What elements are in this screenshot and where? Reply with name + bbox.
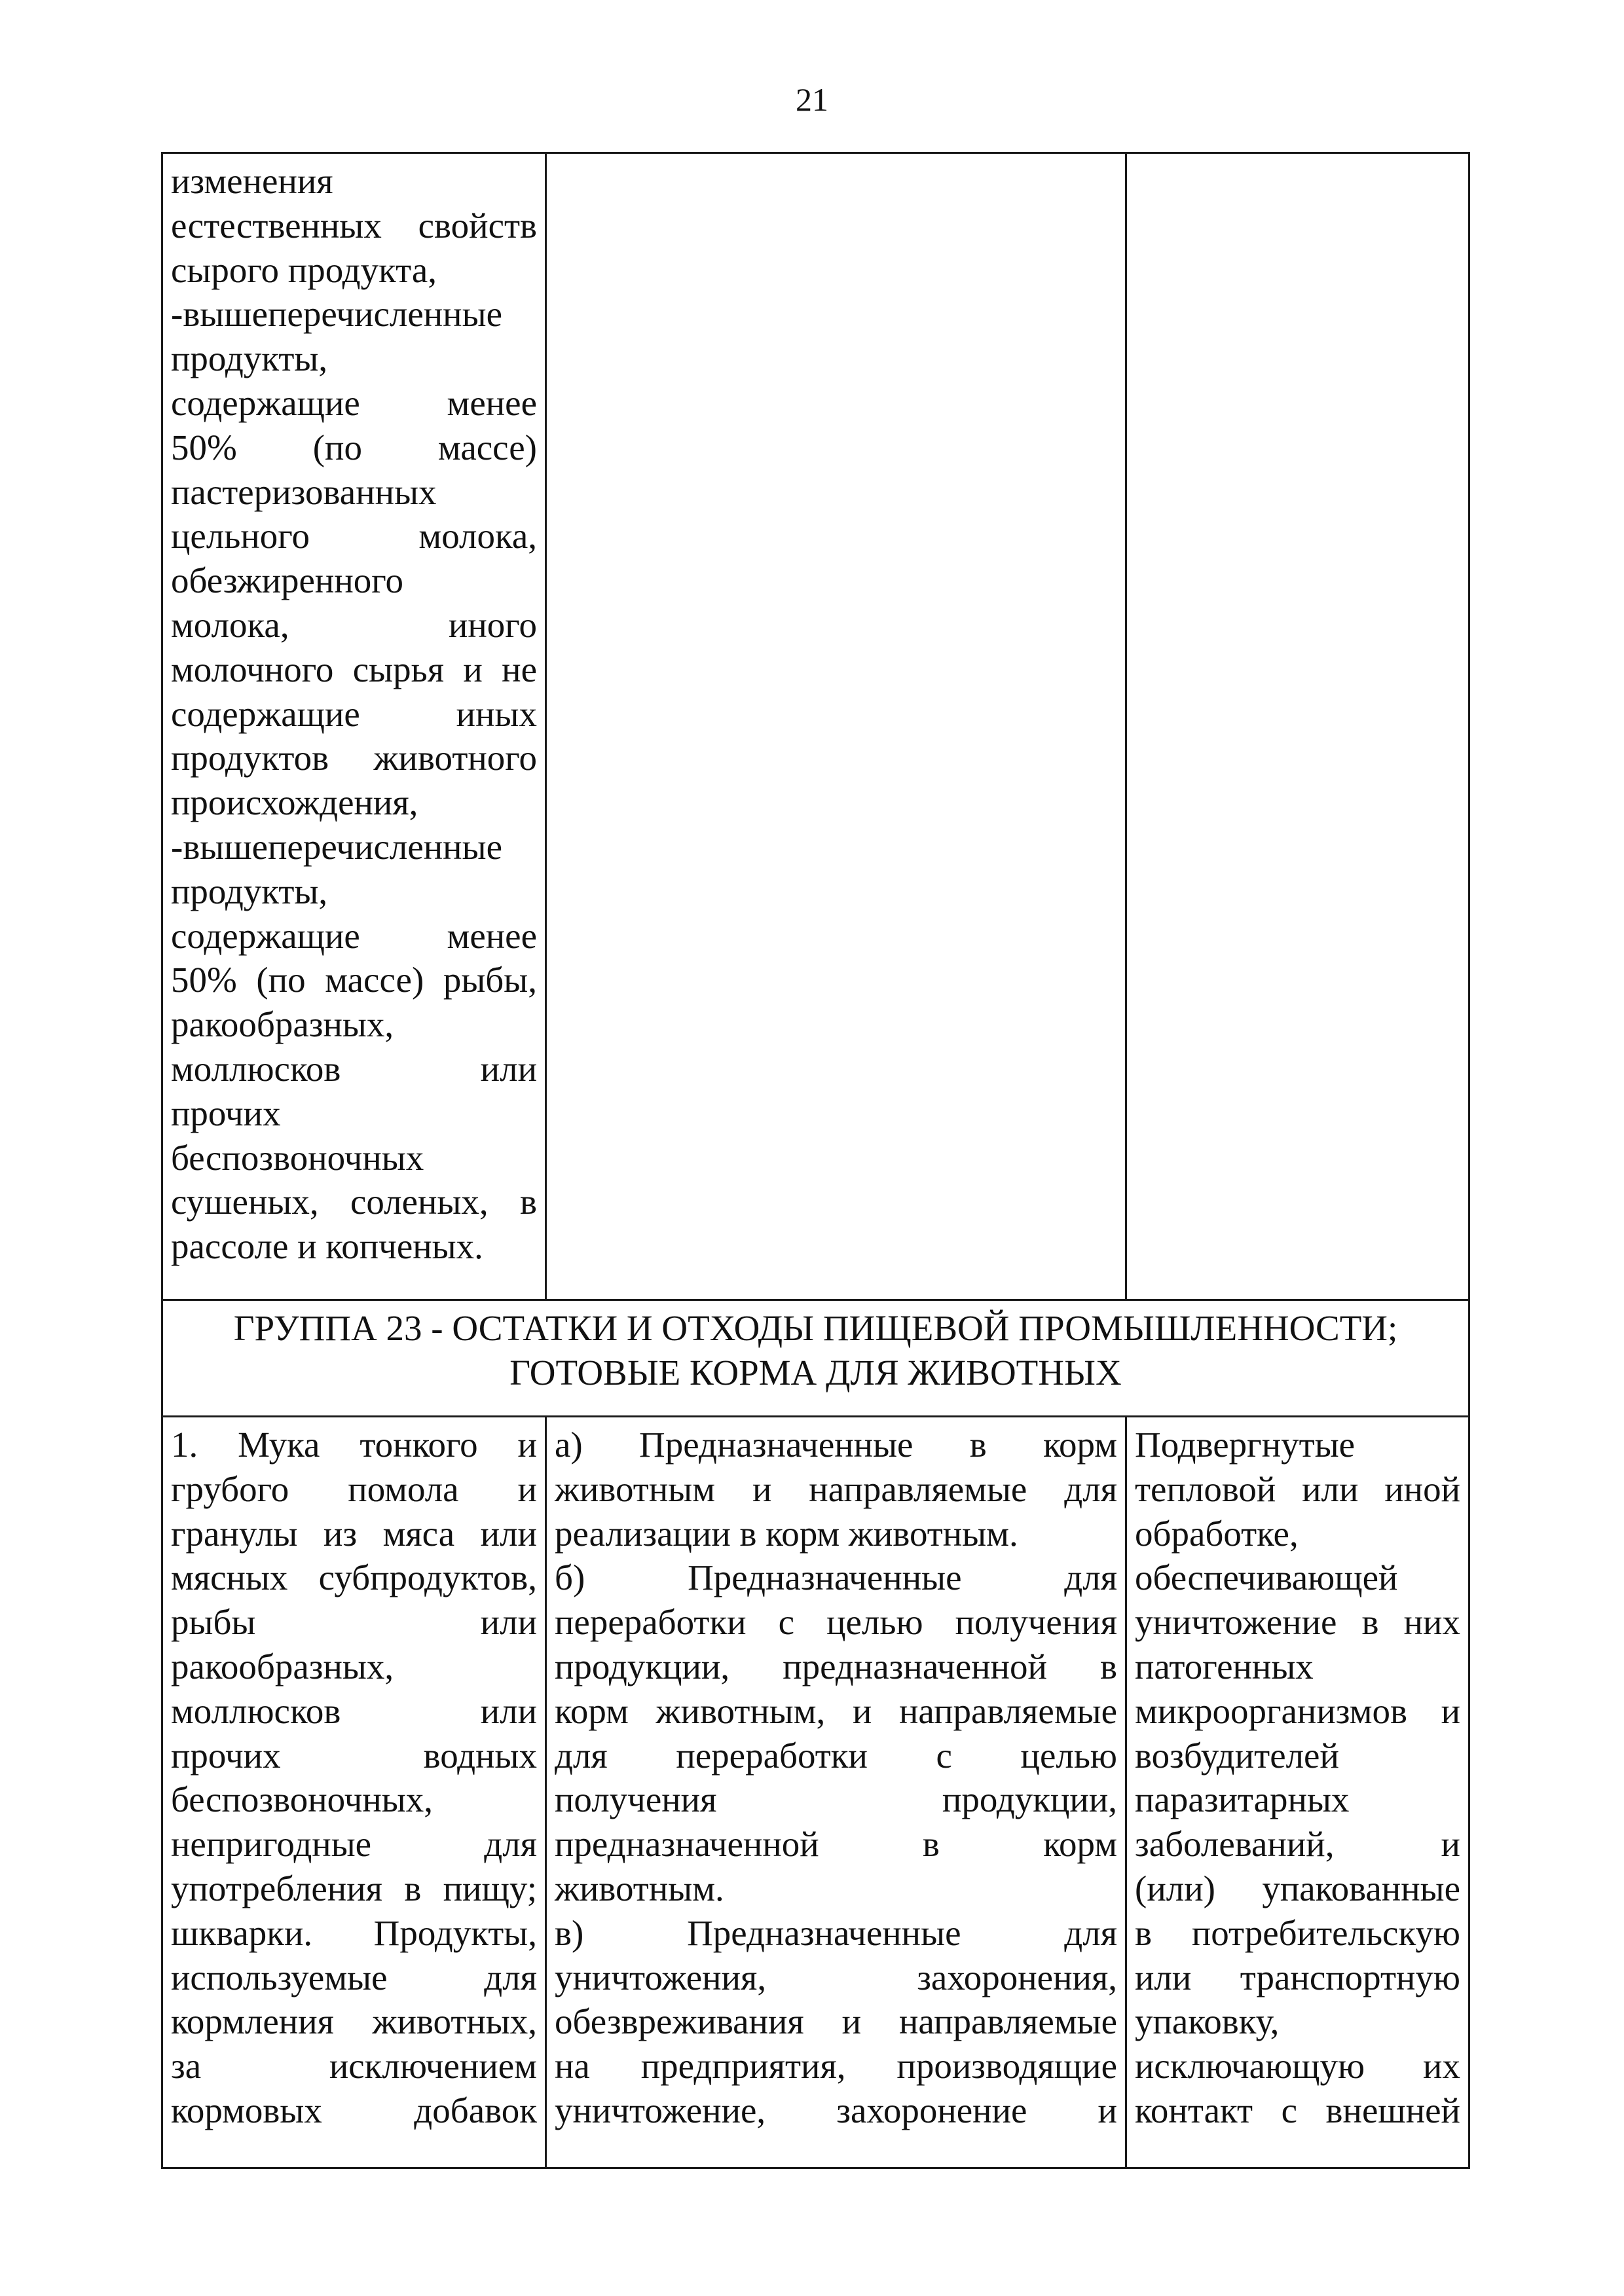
cell-text-line: содержащие менее [171, 382, 537, 423]
cell-text-line: продукты, [171, 871, 328, 911]
cell-purpose [546, 1417, 1126, 2168]
cell-text-line: молочного сырья и не [171, 649, 537, 689]
cell-text-line: кормления животных, [171, 2001, 537, 2042]
table-row-item-1 [162, 1417, 1469, 2168]
cell-text-line: содержащие иных [171, 693, 537, 734]
cell-text-line: содержащие менее [171, 915, 537, 956]
group-23-header [162, 1300, 1469, 1417]
cell-text-line: моллюсков или [171, 1690, 537, 1731]
table-row-continuation [162, 153, 1469, 1300]
cell-text-line: получения продукции, [555, 1779, 1117, 1820]
cell-text-line: тепловой или иной [1135, 1468, 1460, 1509]
cell-text-line: животным и направляемые для [555, 1468, 1117, 1509]
cell-text-line: прочих водных [171, 1735, 537, 1776]
cell-text-line: продукции, предназначенной в [555, 1646, 1117, 1686]
cell-text-line: молока, иного [171, 604, 537, 645]
table-row-group-header [162, 1300, 1469, 1417]
cell-text-line: животным. [555, 1868, 724, 1908]
cell-text-line: микроорганизмов и [1135, 1690, 1460, 1731]
cell-text-line: корм животным, и направляемые [555, 1690, 1117, 1731]
cell-text-line: в) Предназначенные для [555, 1912, 1117, 1953]
cell-text-line: сушеных, соленых, в [171, 1182, 537, 1222]
cell-text-line: исключающую их [1135, 2046, 1460, 2086]
cell-text-line: паразитарных [1135, 1779, 1350, 1820]
cell-text-line: ракообразных, [171, 1004, 394, 1045]
cell-text-line: используемые для [171, 1957, 537, 1997]
cell-text-line: переработки с целью получения [555, 1602, 1117, 1643]
cell-text-line: изменения [171, 161, 333, 201]
cell-text-line: -вышеперечисленные [171, 826, 502, 867]
cell-text-line: гранулы из мяса или [171, 1513, 537, 1554]
cell-text-line: ракообразных, [171, 1646, 394, 1686]
cell-text-line: -вышеперечисленные [171, 294, 502, 335]
cell-text-line: заболеваний, и [1135, 1824, 1460, 1865]
cell-text-line: кормовых добавок [171, 2090, 537, 2130]
cell-text-line: предназначенной в корм [555, 1824, 1117, 1865]
cell-text-line: реализации в корм животным. [555, 1513, 1018, 1554]
cell-text-line: сырого продукта, [171, 249, 437, 290]
cell-text-line: возбудителей [1135, 1735, 1339, 1776]
cell-text-line: рыбы или [171, 1602, 537, 1643]
cell-text-line: на предприятия, производящие [555, 2046, 1117, 2086]
cell-text-line: обезвреживания и направляемые [555, 2001, 1117, 2042]
cell-text-line: уничтожение, захоронение и [555, 2090, 1117, 2130]
cell-text-line: контакт с внешней [1135, 2090, 1460, 2130]
cell-text-line: уничтожения, захоронения, [555, 1957, 1117, 1997]
cell-product-description [162, 153, 546, 1300]
group-header-line-1: ГРУППА 23 - ОСТАТКИ И ОТХОДЫ ПИЩЕВОЙ ПРОМЫШЛЕННОСТИ; [233, 1308, 1398, 1348]
cell-purpose [546, 153, 1126, 1300]
cell-text-line: 50% (по массе) рыбы, [171, 960, 537, 1000]
cell-text-line: рассоле и копченых. [171, 1226, 483, 1267]
cell-text-line: обезжиренного [171, 560, 403, 601]
cell-text-line: моллюсков или [171, 1048, 537, 1089]
cell-text-line: 50% (по массе) [171, 427, 537, 467]
cell-text-line: грубого помола и [171, 1468, 537, 1509]
cell-text-line: происхождения, [171, 782, 418, 823]
cell-text-line: б) Предназначенные для [555, 1558, 1117, 1598]
cell-text-line: пастеризованных [171, 471, 437, 512]
cell-text-line: непригодные для [171, 1824, 537, 1865]
cell-text-line: цельного молока, [171, 516, 537, 556]
cell-text-line: беспозвоночных [171, 1137, 424, 1178]
cell-text-line: 1. Мука тонкого и [171, 1425, 537, 1465]
cell-text-line: шкварки. Продукты, [171, 1912, 537, 1953]
cell-text-line: употребления в пищу; [171, 1868, 537, 1908]
cell-text-line: или транспортную [1135, 1957, 1460, 1997]
cell-text-line: мясных субпродуктов, [171, 1558, 537, 1598]
cell-conditions [1126, 153, 1469, 1300]
cell-text-line: в потребительскую [1135, 1912, 1460, 1953]
cell-text-line: обеспечивающей [1135, 1558, 1398, 1598]
cell-text-line: упаковку, [1135, 2001, 1280, 2042]
cell-text-line: естественных свойств [171, 205, 537, 246]
cell-text-line: прочих [171, 1093, 281, 1133]
page-number: 21 [796, 81, 828, 118]
cell-text-line: продукты, [171, 338, 328, 379]
cell-text-line: продуктов животного [171, 738, 537, 778]
cell-text-line: уничтожение в них [1135, 1602, 1460, 1643]
cell-product-description [162, 1417, 546, 2168]
regulation-table [161, 152, 1470, 2169]
group-header-line-2: ГОТОВЫЕ КОРМА ДЛЯ ЖИВОТНЫХ [509, 1352, 1122, 1393]
cell-text-line: Подвергнутые [1135, 1425, 1356, 1465]
cell-text-line: патогенных [1135, 1646, 1314, 1686]
cell-text-line: беспозвоночных, [171, 1779, 434, 1820]
cell-text-line: за исключением [171, 2046, 537, 2086]
cell-text-line: (или) упакованные [1135, 1868, 1460, 1908]
cell-conditions [1126, 1417, 1469, 2168]
cell-text-line: обработке, [1135, 1513, 1299, 1554]
cell-text-line: а) Предназначенные в корм [555, 1425, 1117, 1465]
cell-text-line: для переработки с целью [555, 1735, 1117, 1776]
